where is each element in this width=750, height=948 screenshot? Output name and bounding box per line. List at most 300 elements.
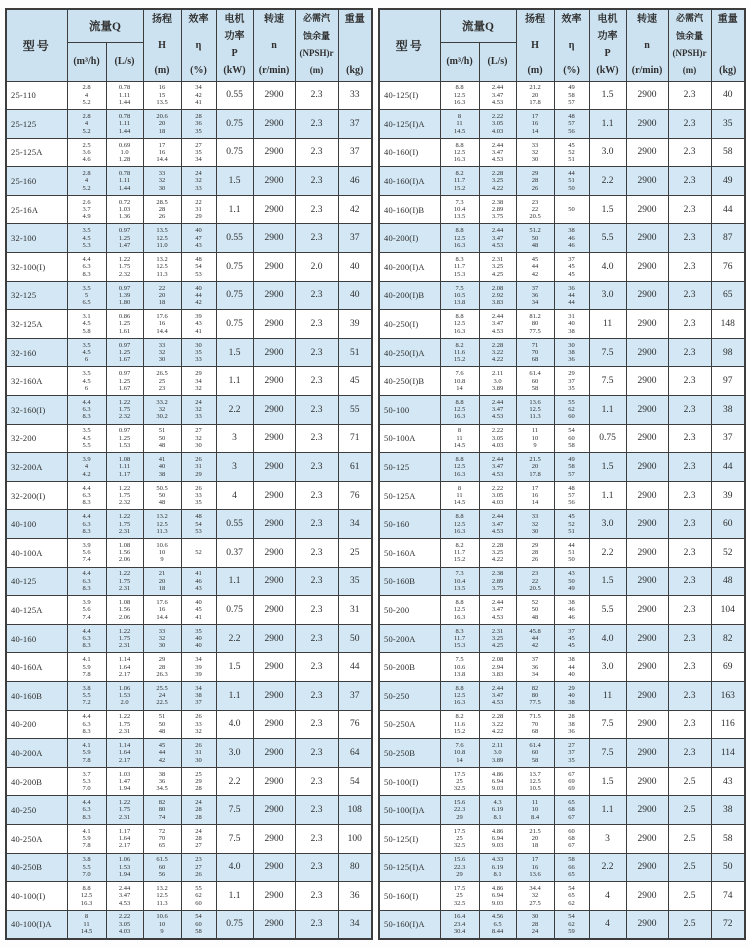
column-header-weight: 重量 (kg) — [711, 9, 745, 81]
head-cell: 37 36 34 — [516, 653, 554, 682]
column-header-efficiency: 效率 η (%) — [181, 9, 216, 81]
power-cell: 0.55 — [216, 510, 253, 539]
flow-m3h-cell: 8.3 11.7 15.3 — [440, 253, 479, 282]
power-cell: 2.2 — [589, 853, 626, 882]
npsh-cell: 2.3 — [668, 481, 711, 510]
flow-m3h-cell: 4.1 5.9 7.8 — [67, 824, 106, 853]
left-table-header — [6, 9, 372, 81]
power-cell: 0.75 — [216, 138, 253, 167]
efficiency-cell: 49 58 57 — [554, 81, 589, 110]
flow-ls-cell: 0.97 1.25 1.53 — [106, 424, 143, 453]
efficiency-cell: 35 40 40 — [181, 624, 216, 653]
weight-cell: 37 — [338, 224, 372, 253]
speed-cell: 2900 — [253, 110, 295, 139]
weight-cell: 37 — [338, 681, 372, 710]
model-cell: 40-100(I) — [6, 882, 67, 911]
efficiency-cell: 24 32 33 — [181, 167, 216, 196]
model-cell: 40-160 — [6, 624, 67, 653]
flow-ls-cell: 1.22 1.75 2.31 — [106, 796, 143, 825]
head-cell: 13.2 12.5 11.3 — [143, 882, 181, 911]
speed-cell: 2900 — [253, 453, 295, 482]
table-row — [379, 367, 745, 396]
npsh-cell: 2.3 — [295, 681, 338, 710]
speed-cell: 2900 — [626, 167, 668, 196]
column-header-npsh: 必需汽 蚀余量 (NPSH)r (m) — [295, 9, 338, 81]
weight-cell: 55 — [338, 396, 372, 425]
flow-ls-cell: 1.06 1.53 1.94 — [106, 853, 143, 882]
flow-ls-cell: 4.86 6.94 9.03 — [479, 824, 516, 853]
flow-ls-cell: 1.22 1.75 2.31 — [106, 710, 143, 739]
npsh-cell: 2.3 — [295, 882, 338, 911]
power-cell: 3 — [589, 824, 626, 853]
flow-m3h-cell: 17.5 25 32.5 — [440, 882, 479, 911]
power-cell: 2.2 — [589, 539, 626, 568]
table-row — [6, 624, 372, 653]
efficiency-cell: 67 69 69 — [554, 767, 589, 796]
table-row — [379, 882, 745, 911]
head-cell: 45 44 42 — [143, 739, 181, 768]
npsh-cell: 2.3 — [668, 710, 711, 739]
table-row — [6, 910, 372, 939]
npsh-cell: 2.5 — [668, 882, 711, 911]
model-cell: 40-200B — [6, 767, 67, 796]
flow-ls-cell: 2.44 3.47 4.53 — [479, 310, 516, 339]
efficiency-cell: 40 45 41 — [181, 596, 216, 625]
head-cell: 50.5 50 48 — [143, 481, 181, 510]
weight-cell: 60 — [711, 510, 745, 539]
table-row — [6, 138, 372, 167]
npsh-cell: 2.3 — [668, 367, 711, 396]
speed-cell: 2900 — [253, 739, 295, 768]
column-header-speed: 转速 n (r/min) — [253, 9, 295, 81]
power-cell: 3 — [216, 453, 253, 482]
weight-cell: 58 — [711, 138, 745, 167]
table-row — [6, 767, 372, 796]
efficiency-cell: 27 32 30 — [181, 424, 216, 453]
npsh-cell: 2.3 — [668, 624, 711, 653]
speed-cell: 2900 — [626, 739, 668, 768]
model-cell: 32-125 — [6, 281, 67, 310]
head-cell: 21.5 20 18 — [516, 824, 554, 853]
power-cell: 7.5 — [589, 710, 626, 739]
efficiency-cell: 43 50 49 — [554, 567, 589, 596]
table-row — [6, 195, 372, 224]
power-cell: 7.5 — [216, 824, 253, 853]
power-cell: 4 — [216, 481, 253, 510]
model-cell: 40-125 — [6, 567, 67, 596]
npsh-cell: 2.3 — [295, 824, 338, 853]
head-cell: 33 32 30 — [143, 167, 181, 196]
weight-cell: 72 — [711, 910, 745, 939]
flow-m3h-cell: 3.5 5 6.5 — [67, 281, 106, 310]
power-cell: 5.5 — [589, 224, 626, 253]
model-cell: 40-200(I)A — [379, 253, 440, 282]
speed-cell: 2900 — [626, 882, 668, 911]
speed-cell: 2900 — [626, 510, 668, 539]
model-cell: 40-200(I)B — [379, 281, 440, 310]
npsh-cell: 2.3 — [295, 624, 338, 653]
flow-m3h-cell: 8.8 12.5 16.3 — [440, 138, 479, 167]
head-cell: 82 80 74 — [143, 796, 181, 825]
efficiency-cell: 26 33 35 — [181, 481, 216, 510]
npsh-cell: 2.3 — [295, 767, 338, 796]
weight-cell: 25 — [338, 539, 372, 568]
flow-ls-cell: 1.22 1.75 2.32 — [106, 253, 143, 282]
power-cell: 4 — [589, 910, 626, 939]
table-row — [379, 253, 745, 282]
npsh-cell: 2.3 — [295, 195, 338, 224]
flow-m3h-cell: 2.5 3.6 4.6 — [67, 138, 106, 167]
weight-cell: 76 — [338, 481, 372, 510]
model-cell: 50-100(I) — [379, 767, 440, 796]
model-cell: 40-250B — [6, 853, 67, 882]
flow-ls-cell: 2.38 2.89 3.75 — [479, 195, 516, 224]
weight-cell: 44 — [711, 453, 745, 482]
head-cell: 23 22 20.5 — [516, 195, 554, 224]
weight-cell: 148 — [711, 310, 745, 339]
flow-ls-cell: 2.22 3.05 4.03 — [479, 481, 516, 510]
speed-cell: 2900 — [626, 710, 668, 739]
model-cell: 40-250(I) — [379, 310, 440, 339]
table-row — [379, 396, 745, 425]
flow-ls-cell: 2.08 2.92 3.83 — [479, 281, 516, 310]
npsh-cell: 2.3 — [295, 453, 338, 482]
npsh-cell: 2.3 — [668, 596, 711, 625]
head-cell: 26.5 25 23 — [143, 367, 181, 396]
efficiency-cell: 31 40 38 — [554, 310, 589, 339]
flow-m3h-cell: 8 11 14.5 — [440, 110, 479, 139]
efficiency-cell: 38 46 46 — [554, 596, 589, 625]
flow-m3h-cell: 7.6 10.8 14 — [440, 367, 479, 396]
head-cell: 33 32 30 — [143, 338, 181, 367]
table-row — [6, 882, 372, 911]
flow-m3h-cell: 17.5 25 32.5 — [440, 767, 479, 796]
flow-ls-cell: 2.31 3.25 4.25 — [479, 253, 516, 282]
table-row — [6, 824, 372, 853]
flow-ls-cell: 2.44 3.47 4.53 — [479, 681, 516, 710]
speed-cell: 2900 — [626, 81, 668, 110]
efficiency-cell: 27 37 35 — [554, 739, 589, 768]
weight-cell: 48 — [711, 567, 745, 596]
npsh-cell: 2.3 — [295, 281, 338, 310]
flow-ls-cell: 0.97 1.25 1.67 — [106, 338, 143, 367]
flow-m3h-cell: 4.4 6.3 8.3 — [67, 796, 106, 825]
flow-ls-cell: 2.44 3.47 4.53 — [479, 396, 516, 425]
power-cell: 1.5 — [216, 167, 253, 196]
efficiency-cell: 48 57 56 — [554, 481, 589, 510]
power-cell: 7.5 — [216, 796, 253, 825]
flow-ls-cell: 1.22 1.75 2.32 — [106, 396, 143, 425]
weight-cell: 69 — [711, 653, 745, 682]
npsh-cell: 2.3 — [295, 224, 338, 253]
npsh-cell: 2.3 — [295, 396, 338, 425]
npsh-cell: 2.3 — [668, 653, 711, 682]
weight-cell: 82 — [711, 624, 745, 653]
model-cell: 50-160 — [379, 510, 440, 539]
weight-cell: 58 — [711, 824, 745, 853]
table-row — [6, 539, 372, 568]
efficiency-cell: 40 47 43 — [181, 224, 216, 253]
model-cell: 50-100 — [379, 396, 440, 425]
speed-cell: 2900 — [253, 824, 295, 853]
weight-cell: 40 — [338, 253, 372, 282]
flow-ls-cell: 0.97 1.39 1.80 — [106, 281, 143, 310]
speed-cell: 2900 — [626, 224, 668, 253]
flow-ls-cell: 0.86 1.25 1.61 — [106, 310, 143, 339]
left-table-body — [6, 81, 372, 939]
speed-cell: 2900 — [626, 624, 668, 653]
flow-m3h-cell: 8.8 12.5 16.3 — [440, 224, 479, 253]
flow-ls-cell: 2.28 3.22 4.22 — [479, 710, 516, 739]
speed-cell: 2900 — [626, 681, 668, 710]
speed-cell: 2900 — [626, 539, 668, 568]
efficiency-cell: 22 31 29 — [181, 195, 216, 224]
flow-ls-cell: 2.28 3.22 4.22 — [479, 338, 516, 367]
npsh-cell: 2.3 — [295, 424, 338, 453]
flow-ls-cell: 2.44 3.47 4.53 — [479, 224, 516, 253]
npsh-cell: 2.3 — [668, 195, 711, 224]
table-row — [379, 338, 745, 367]
model-cell: 40-250 — [6, 796, 67, 825]
head-cell: 17 16 13.6 — [516, 853, 554, 882]
efficiency-cell: 41 46 43 — [181, 567, 216, 596]
model-cell: 50-160(I)A — [379, 910, 440, 939]
model-cell: 50-100(I)A — [379, 796, 440, 825]
speed-cell: 2900 — [253, 882, 295, 911]
table-row — [6, 710, 372, 739]
speed-cell: 2900 — [626, 653, 668, 682]
speed-cell: 2900 — [626, 767, 668, 796]
head-cell: 28.5 28 26 — [143, 195, 181, 224]
weight-cell: 51 — [338, 338, 372, 367]
table-row — [6, 853, 372, 882]
efficiency-cell: 29 37 35 — [554, 367, 589, 396]
model-cell: 32-160(I) — [6, 396, 67, 425]
power-cell: 7.5 — [589, 338, 626, 367]
speed-cell: 2900 — [626, 424, 668, 453]
speed-cell: 2900 — [253, 138, 295, 167]
flow-m3h-cell: 2.8 4 5.2 — [67, 167, 106, 196]
head-cell: 72 70 65 — [143, 824, 181, 853]
table-row — [379, 567, 745, 596]
speed-cell: 2900 — [626, 338, 668, 367]
speed-cell: 2900 — [253, 195, 295, 224]
speed-cell: 2900 — [253, 224, 295, 253]
power-cell: 4.0 — [589, 253, 626, 282]
speed-cell: 2900 — [626, 824, 668, 853]
model-cell: 32-200 — [6, 424, 67, 453]
flow-ls-cell: 1.08 1.56 2.06 — [106, 596, 143, 625]
speed-cell: 2900 — [253, 281, 295, 310]
npsh-cell: 2.3 — [668, 681, 711, 710]
flow-ls-cell: 1.08 1.11 1.17 — [106, 453, 143, 482]
table-row — [6, 481, 372, 510]
weight-cell: 97 — [711, 367, 745, 396]
flow-ls-cell: 1.03 1.47 1.94 — [106, 767, 143, 796]
head-cell: 17 16 14.4 — [143, 138, 181, 167]
head-cell: 51.2 50 48 — [516, 224, 554, 253]
head-cell: 45.8 44 42 — [516, 624, 554, 653]
flow-m3h-cell: 8.2 11.7 15.2 — [440, 167, 479, 196]
flow-ls-cell: 1.22 1.75 2.31 — [106, 510, 143, 539]
power-cell: 1.1 — [589, 396, 626, 425]
efficiency-cell: 54 62 59 — [554, 910, 589, 939]
model-cell: 50-125(I) — [379, 824, 440, 853]
head-cell: 29 28 26 — [516, 539, 554, 568]
weight-cell: 64 — [338, 739, 372, 768]
flow-m3h-cell: 17.5 25 32.5 — [440, 824, 479, 853]
weight-cell: 100 — [338, 824, 372, 853]
table-row — [379, 910, 745, 939]
right-table-body — [379, 81, 745, 939]
head-cell: 30 28 24 — [516, 910, 554, 939]
head-cell: 38 36 34.5 — [143, 767, 181, 796]
efficiency-cell: 60 68 67 — [554, 824, 589, 853]
power-cell: 1.5 — [589, 567, 626, 596]
speed-cell: 2900 — [253, 567, 295, 596]
model-cell: 32-100 — [6, 224, 67, 253]
column-header-flow: 流量Q — [67, 9, 143, 42]
npsh-cell: 2.3 — [295, 853, 338, 882]
power-cell: 7.5 — [589, 739, 626, 768]
npsh-cell: 2.3 — [668, 396, 711, 425]
head-cell: 34.4 32 27.5 — [516, 882, 554, 911]
power-cell: 5.5 — [589, 596, 626, 625]
head-cell: 22 20 18 — [143, 281, 181, 310]
table-row — [379, 281, 745, 310]
head-cell: 61.5 60 56 — [143, 853, 181, 882]
npsh-cell: 2.3 — [295, 567, 338, 596]
column-header-flow-m3h: (m³/h) — [67, 42, 106, 81]
npsh-cell: 2.3 — [295, 167, 338, 196]
flow-ls-cell: 1.17 1.64 2.17 — [106, 824, 143, 853]
efficiency-cell: 37 45 45 — [554, 624, 589, 653]
power-cell: 1.5 — [589, 453, 626, 482]
power-cell: 4 — [589, 882, 626, 911]
model-cell: 50-125A — [379, 481, 440, 510]
weight-cell: 36 — [338, 882, 372, 911]
flow-m3h-cell: 15.6 22.3 29 — [440, 853, 479, 882]
npsh-cell: 2.3 — [295, 81, 338, 110]
model-cell: 50-200 — [379, 596, 440, 625]
head-cell: 61.4 60 58 — [516, 367, 554, 396]
model-cell: 40-160(I)A — [379, 167, 440, 196]
flow-ls-cell: 2.22 3.05 4.03 — [106, 910, 143, 939]
head-cell: 33.2 32 30.2 — [143, 396, 181, 425]
power-cell: 0.55 — [216, 224, 253, 253]
flow-m3h-cell: 4.4 6.3 8.3 — [67, 510, 106, 539]
npsh-cell: 2.3 — [295, 138, 338, 167]
flow-m3h-cell: 4.4 6.3 8.3 — [67, 710, 106, 739]
flow-ls-cell: 2.11 3.0 3.89 — [479, 367, 516, 396]
power-cell: 0.75 — [216, 310, 253, 339]
weight-cell: 44 — [338, 653, 372, 682]
power-cell: 2.2 — [216, 624, 253, 653]
efficiency-cell: 36 44 44 — [554, 281, 589, 310]
weight-cell: 163 — [711, 681, 745, 710]
flow-m3h-cell: 8 11 14.5 — [67, 910, 106, 939]
flow-ls-cell: 2.44 3.47 4.53 — [479, 453, 516, 482]
weight-cell: 37 — [711, 424, 745, 453]
npsh-cell: 2.5 — [668, 796, 711, 825]
speed-cell: 2900 — [253, 253, 295, 282]
speed-cell: 2900 — [626, 281, 668, 310]
model-cell: 40-250A — [6, 824, 67, 853]
power-cell: 0.75 — [589, 424, 626, 453]
model-cell: 50-160B — [379, 567, 440, 596]
flow-m3h-cell: 8 11 14.5 — [440, 424, 479, 453]
head-cell: 52 50 48 — [516, 596, 554, 625]
model-cell: 32-160 — [6, 338, 67, 367]
flow-ls-cell: 2.11 3.0 3.89 — [479, 739, 516, 768]
speed-cell: 2900 — [253, 624, 295, 653]
efficiency-cell: 54 65 62 — [554, 882, 589, 911]
table-row — [6, 281, 372, 310]
column-header-flow-ls: (L/s) — [479, 42, 516, 81]
flow-ls-cell: 1.06 1.53 2.0 — [106, 681, 143, 710]
head-cell: 41 40 38 — [143, 453, 181, 482]
table-row — [6, 681, 372, 710]
power-cell: 3.0 — [216, 739, 253, 768]
head-cell: 25.5 24 22.5 — [143, 681, 181, 710]
speed-cell: 2900 — [253, 539, 295, 568]
table-row — [6, 224, 372, 253]
power-cell: 2.2 — [216, 767, 253, 796]
power-cell: 1.1 — [589, 110, 626, 139]
model-cell: 32-100(I) — [6, 253, 67, 282]
weight-cell: 104 — [711, 596, 745, 625]
flow-m3h-cell: 8 11 14.5 — [440, 481, 479, 510]
flow-m3h-cell: 8.8 12.5 16.3 — [67, 882, 106, 911]
table-row — [6, 424, 372, 453]
weight-cell: 49 — [711, 167, 745, 196]
model-cell: 50-250B — [379, 739, 440, 768]
power-cell: 3.0 — [589, 281, 626, 310]
table-row — [6, 510, 372, 539]
head-cell: 82 80 77.5 — [516, 681, 554, 710]
efficiency-cell: 48 57 56 — [554, 110, 589, 139]
power-cell: 3.0 — [589, 653, 626, 682]
table-row — [6, 253, 372, 282]
table-row — [379, 710, 745, 739]
power-cell: 0.37 — [216, 539, 253, 568]
flow-m3h-cell: 3.7 5.3 7.0 — [67, 767, 106, 796]
head-cell: 10.6 10 9 — [143, 539, 181, 568]
flow-ls-cell: 2.38 2.89 3.75 — [479, 567, 516, 596]
flow-ls-cell: 2.44 3.47 4.53 — [479, 81, 516, 110]
flow-ls-cell: 0.78 1.11 1.44 — [106, 81, 143, 110]
model-cell: 25-125 — [6, 110, 67, 139]
head-cell: 33 32 30 — [143, 624, 181, 653]
speed-cell: 2900 — [626, 195, 668, 224]
flow-m3h-cell: 7.6 10.8 14 — [440, 739, 479, 768]
npsh-cell: 2.3 — [668, 453, 711, 482]
npsh-cell: 2.3 — [295, 367, 338, 396]
efficiency-cell: 44 51 50 — [554, 167, 589, 196]
weight-cell: 38 — [711, 796, 745, 825]
speed-cell: 2900 — [253, 853, 295, 882]
efficiency-cell: 28 38 36 — [554, 710, 589, 739]
model-cell: 32-200(I) — [6, 481, 67, 510]
flow-ls-cell: 1.22 1.75 2.32 — [106, 481, 143, 510]
flow-m3h-cell: 4.4 6.3 8.3 — [67, 481, 106, 510]
power-cell: 3.0 — [589, 510, 626, 539]
npsh-cell: 2.5 — [668, 767, 711, 796]
weight-cell: 40 — [711, 81, 745, 110]
weight-cell: 61 — [338, 453, 372, 482]
weight-cell: 80 — [338, 853, 372, 882]
head-cell: 13.7 12.5 10.5 — [516, 767, 554, 796]
